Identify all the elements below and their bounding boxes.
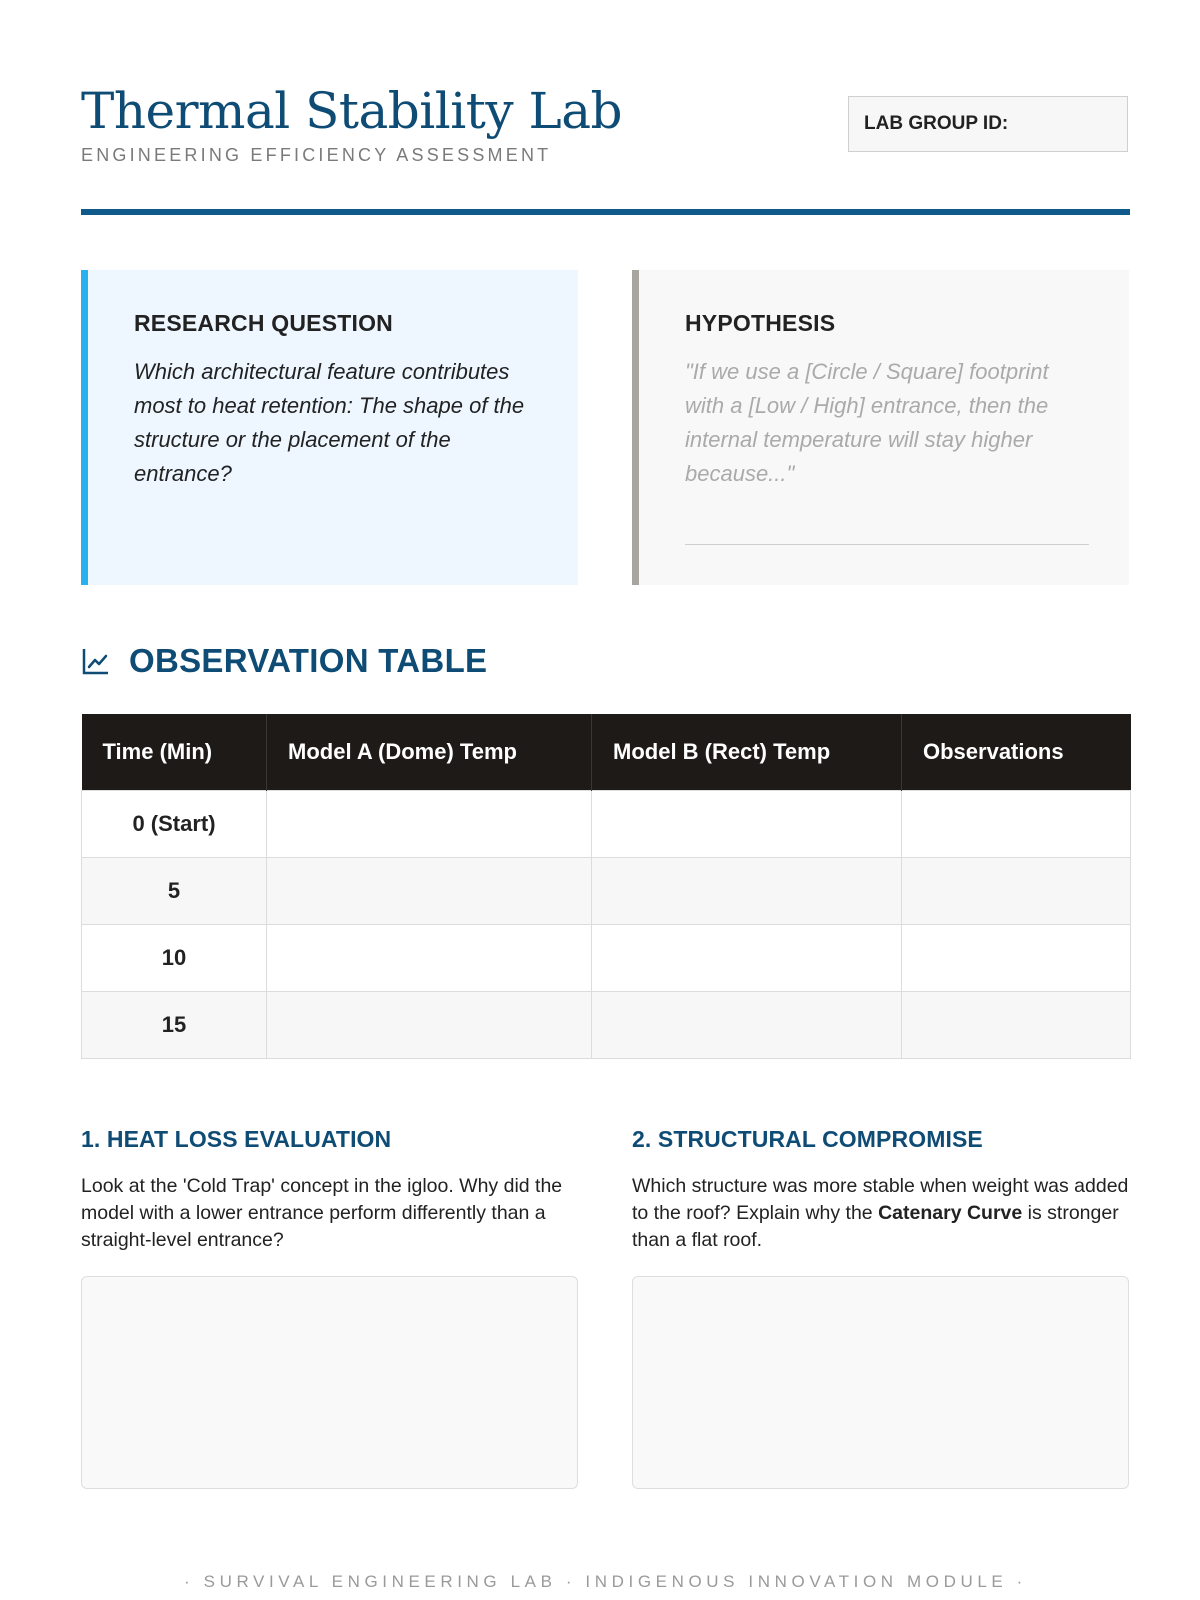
hypothesis-prompt: "If we use a [Circle / Square] footprint with a [Low / High] entrance, then the internal temperature will stay higher because..." <box>685 359 1049 486</box>
model-a-cell[interactable] <box>267 991 592 1058</box>
answer-box-2[interactable] <box>632 1276 1129 1489</box>
table-header-row <box>82 714 1131 790</box>
hypothesis-writing-line[interactable] <box>685 544 1089 545</box>
time-cell: 0 (Start) <box>82 790 267 857</box>
model-a-cell[interactable] <box>267 924 592 991</box>
research-question-box <box>81 270 578 585</box>
question-2-title: 2. STRUCTURAL COMPROMISE <box>632 1126 983 1152</box>
table-row <box>82 790 1131 857</box>
lab-group-id-label: LAB GROUP ID: <box>864 113 1009 134</box>
table-row <box>82 857 1131 924</box>
model-b-cell[interactable] <box>592 924 902 991</box>
model-a-cell[interactable] <box>267 857 592 924</box>
observations-cell[interactable] <box>902 857 1131 924</box>
model-b-cell[interactable] <box>592 790 902 857</box>
observations-cell[interactable] <box>902 790 1131 857</box>
research-question-text: Which architectural feature contributes most to heat retention: The shape of the structure or the placement of the entrance? <box>134 359 525 486</box>
observations-cell[interactable] <box>902 991 1131 1058</box>
col-header-observations: Observations <box>902 714 1131 790</box>
model-b-cell[interactable] <box>592 857 902 924</box>
hypothesis-heading: HYPOTHESIS <box>685 310 836 336</box>
observation-table <box>81 714 1131 1059</box>
catenary-curve-term: Catenary Curve <box>878 1202 1023 1224</box>
observation-title: OBSERVATION TABLE <box>129 642 488 679</box>
question-2-text <box>632 1173 1129 1254</box>
time-cell: 5 <box>82 857 267 924</box>
model-a-cell[interactable] <box>267 790 592 857</box>
header-divider <box>81 209 1130 215</box>
col-header-model-a: Model A (Dome) Temp <box>267 714 592 790</box>
time-cell: 15 <box>82 991 267 1058</box>
observation-header <box>81 642 487 680</box>
table-row <box>82 924 1131 991</box>
question-heat-loss <box>81 1126 578 1254</box>
answer-box-1[interactable] <box>81 1276 578 1489</box>
question-1-text: Look at the 'Cold Trap' concept in the igloo. Why did the model with a lower entrance perform differently than a straight-level entrance? <box>81 1175 563 1251</box>
time-cell: 10 <box>82 924 267 991</box>
research-question-heading: RESEARCH QUESTION <box>134 310 393 336</box>
question-1-title: 1. HEAT LOSS EVALUATION <box>81 1126 392 1152</box>
col-header-time: Time (Min) <box>82 714 267 790</box>
page-footer: · SURVIVAL ENGINEERING LAB · INDIGENOUS INNOVATION MODULE · <box>184 1572 1027 1591</box>
page-title: Thermal Stability Lab <box>81 82 623 140</box>
col-header-model-b: Model B (Rect) Temp <box>592 714 902 790</box>
question-2-text-before: Which structure was more stable when weight was added to the roof? Explain why the <box>632 1175 1129 1224</box>
lab-group-id-field[interactable] <box>848 96 1128 152</box>
question-2-text-after: is stronger than a flat roof. <box>632 1202 1119 1251</box>
table-row <box>82 991 1131 1058</box>
page-subtitle: ENGINEERING EFFICIENCY ASSESSMENT <box>81 145 552 165</box>
model-b-cell[interactable] <box>592 991 902 1058</box>
line-chart-icon <box>81 646 111 676</box>
hypothesis-box[interactable] <box>632 270 1129 585</box>
question-structural <box>632 1126 1129 1254</box>
observations-cell[interactable] <box>902 924 1131 991</box>
